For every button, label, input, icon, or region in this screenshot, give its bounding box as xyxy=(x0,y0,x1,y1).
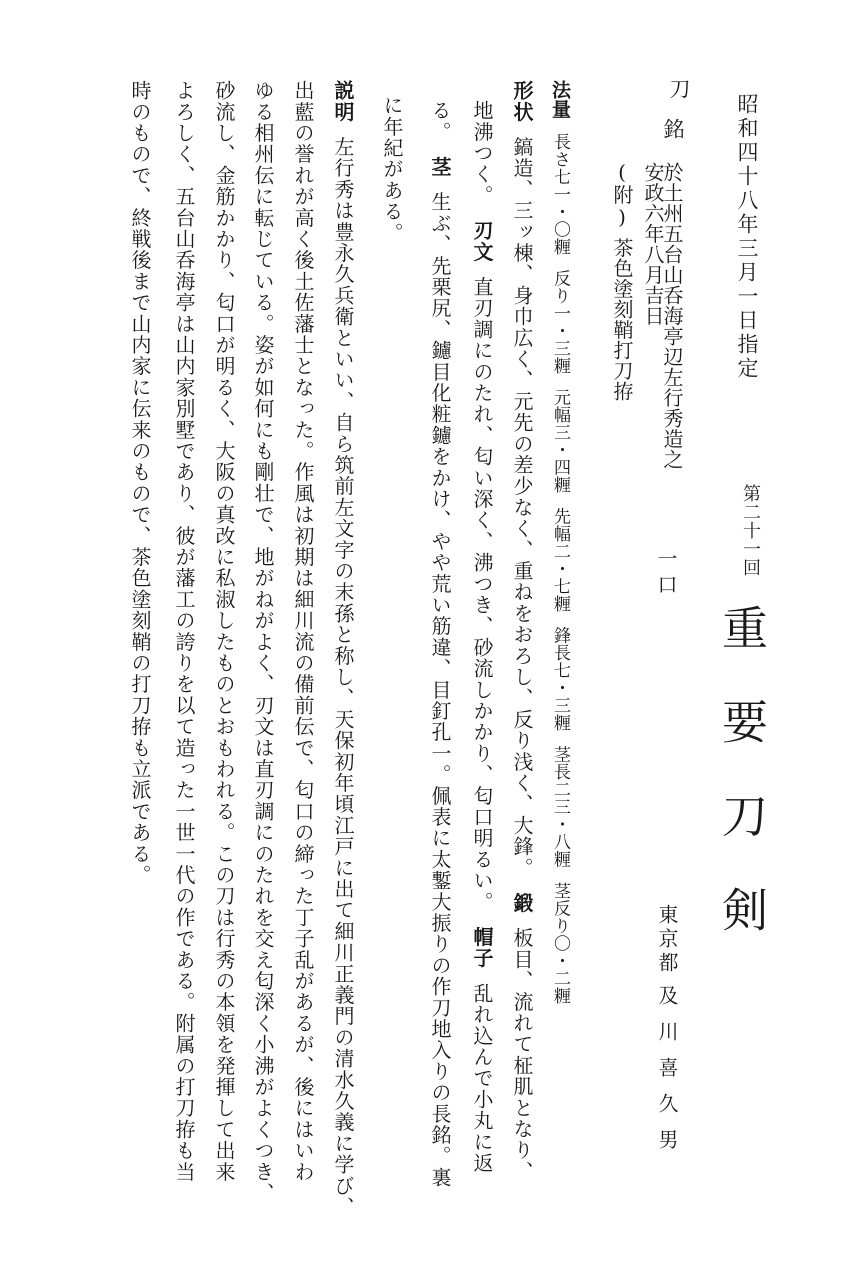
measurement-curvature: 反り一・三糎 xyxy=(550,269,570,375)
measurements-label: 法量 xyxy=(549,80,571,119)
signature-label: 銘 xyxy=(661,118,685,141)
measurement-base-width: 元幅三・四糎 xyxy=(550,388,570,494)
session-number: 第二十一回 xyxy=(740,484,761,577)
signature-line-1: 於土州五台山呑海亭辺左行秀造之 xyxy=(660,162,684,470)
owner-location: 東京都 xyxy=(655,904,679,976)
boshi-label: 帽子 xyxy=(470,926,494,969)
explanation-line: 左行秀は豊永久兵衛といい、自ら筑前左文字の末孫と称し、天保初年頃江戸に出て細川正義門の清水久義に学び、 xyxy=(331,136,355,1218)
explanation-line: 砂流し、金筋かかり、匂口が明るく、大阪の真改に私淑したものとおもわれる。この刀は行秀の本領を発揮して出来 xyxy=(212,80,236,1183)
hamon-label: 刃文 xyxy=(470,220,494,263)
explanation-column-1 xyxy=(333,80,353,1218)
explanation-line: ゆる相州伝に転じている。姿が如何にも剛壮で、地がねがよく、刃文は直刃調にのたれを交え匂深く小沸がよくつき、 xyxy=(251,80,275,1204)
measurement-length: 長さ七一・〇糎 xyxy=(550,133,570,256)
nakago-column xyxy=(430,100,450,1188)
measurements-column xyxy=(550,80,569,1005)
accessory-text: 茶色塗刻鞘打刀拵 xyxy=(610,237,634,402)
signature-line-2: 安政六年八月吉日 xyxy=(641,162,665,326)
accessory-line xyxy=(612,160,632,402)
forging-text: 板目、流れて柾肌となり、 xyxy=(510,927,534,1183)
page-title: 重要刀剣 xyxy=(715,604,769,980)
forging-label: 鍛 xyxy=(510,892,534,914)
hamon-column xyxy=(472,100,492,1174)
measurement-point-length: 鋒長七・三糎 xyxy=(550,626,570,732)
explanation-line: よろしく、五台山呑海亭は山内家別墅であり、彼が藩工の誇りを以て造った一世一代の作である。附属の打刀拵も当 xyxy=(172,80,196,1183)
nakago-text: 生ぶ、先栗尻、鑢目化粧鑢をかけ、やや荒い筋違、目釘孔一。佩表に太鏨大振りの作刀地入りの長銘。裏 xyxy=(428,191,452,1189)
measurement-tang-curvature: 茎反り〇・二糎 xyxy=(550,882,570,1005)
hamon-text: 直刃調にのたれ、匂い深く、沸つき、砂流しかかり、匂口明るい。 xyxy=(470,276,494,913)
explanation-line: 出藍の誉れが高く後土佐藩士となった。作風は初期は細川流の備前伝で、匂口の締った丁子乱があるが、後にはいわ xyxy=(291,80,315,1183)
accessory-prefix: (附) xyxy=(610,160,634,230)
item-type-label: 刀 xyxy=(667,78,691,101)
boshi-text-cont: る。 xyxy=(428,100,452,143)
measurement-tang-length: 茎長二三・八糎 xyxy=(550,745,570,868)
nakago-label: 茎 xyxy=(428,156,452,178)
designation-date: 昭和四十八年三月一日指定 xyxy=(735,93,759,381)
forging-text-cont: 地沸つく。 xyxy=(470,100,494,206)
explanation-line: 時のもので、終戦後まで山内家に伝来のもので、茶色塗刻鞘の打刀拵も立派である。 xyxy=(128,80,152,886)
form-label: 形状 xyxy=(510,80,534,123)
form-text: 鎬造、三ッ棟、身巾広く、元先の差少なく、重ねをおろし、反り浅く、大鋒。 xyxy=(510,136,534,879)
form-column xyxy=(512,80,532,1182)
explanation-label: 説明 xyxy=(331,80,355,123)
boshi-text: 乱れ込んで小丸に返 xyxy=(470,982,494,1174)
owner-name: 及川喜久男 xyxy=(655,985,679,1165)
measurement-tip-width: 先幅二・七糎 xyxy=(550,507,570,613)
nakago-text-cont: に年紀がある。 xyxy=(380,95,404,244)
item-count: 一口 xyxy=(654,548,678,600)
